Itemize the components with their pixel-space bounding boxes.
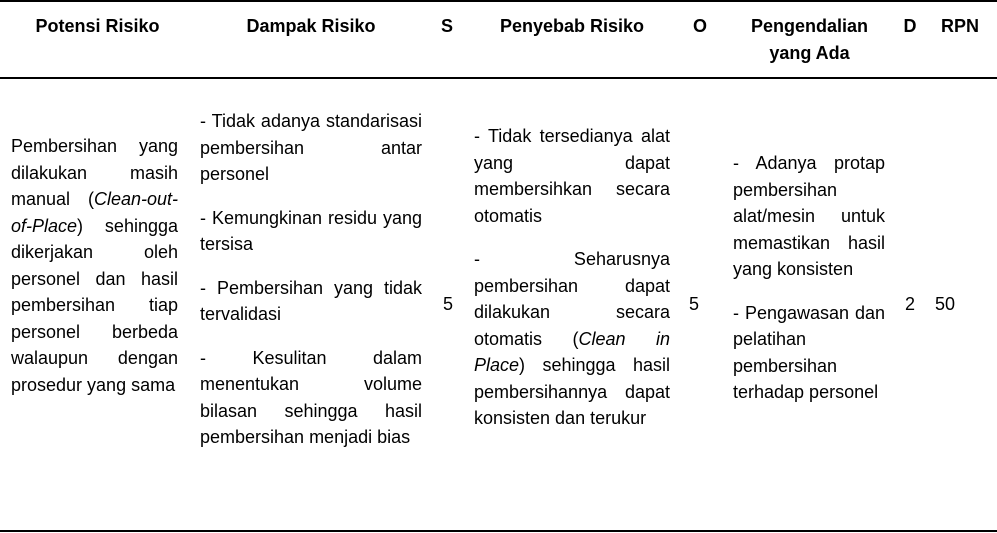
header-potensi-risiko: Potensi Risiko [35, 16, 160, 36]
header-s: S [440, 16, 453, 36]
pengendalian-item: - Adanya protap pembersihan alat/mesin untuk memastikan hasil yang konsisten [733, 153, 885, 279]
cell-potensi-risiko [11, 133, 178, 398]
cell-dampak-risiko [200, 108, 422, 451]
header-o: O [692, 16, 707, 36]
dampak-item: - Kesulitan dalam menentukan volume bilasan sehingga hasil pembersihan menjadi bias [200, 347, 422, 447]
header-separator-rule [0, 77, 997, 79]
penyebab-item: - Seharusnya pembersihan dapat dilakukan secara otomatis (Clean in Place) sehingga hasil pembersihannya dapat konsisten dan terukur [474, 249, 670, 428]
header-dampak-risiko: Dampak Risiko [246, 16, 376, 36]
dampak-item: - Pembersihan yang tidak tervalidasi [200, 277, 422, 324]
rpn-value: 50 [935, 294, 956, 314]
penyebab-item: - Tidak tersedianya alat yang dapat membersihkan secara otomatis [474, 126, 670, 226]
cell-pengendalian [733, 150, 885, 406]
header-d: D [903, 16, 917, 36]
table-top-rule [0, 0, 997, 2]
cell-penyebab-risiko [474, 123, 670, 432]
detection-value: 2 [905, 294, 916, 314]
table-bottom-rule [0, 530, 997, 532]
dampak-item: - Tidak adanya standarisasi pembersihan antar personel [200, 111, 422, 184]
header-pengendalian: Pengendalian yang Ada [750, 16, 869, 63]
header-penyebab-risiko: Penyebab Risiko [499, 16, 645, 36]
pengendalian-item: - Pengawasan dan pelatihan pembersihan terhadap personel [733, 302, 885, 402]
severity-value: 5 [443, 294, 454, 314]
header-rpn: RPN [940, 16, 979, 36]
dampak-item: - Kemungkinan residu yang tersisa [200, 207, 422, 254]
occurrence-value: 5 [689, 294, 700, 314]
potensi-risiko-text: Pembersihan yang dilakukan masih manual (Clean-out-of-Place) sehingga dikerjakan oleh personel dan hasil pembersihan tiap personel berbeda walaupun dengan prosedur yang sama [11, 136, 178, 395]
